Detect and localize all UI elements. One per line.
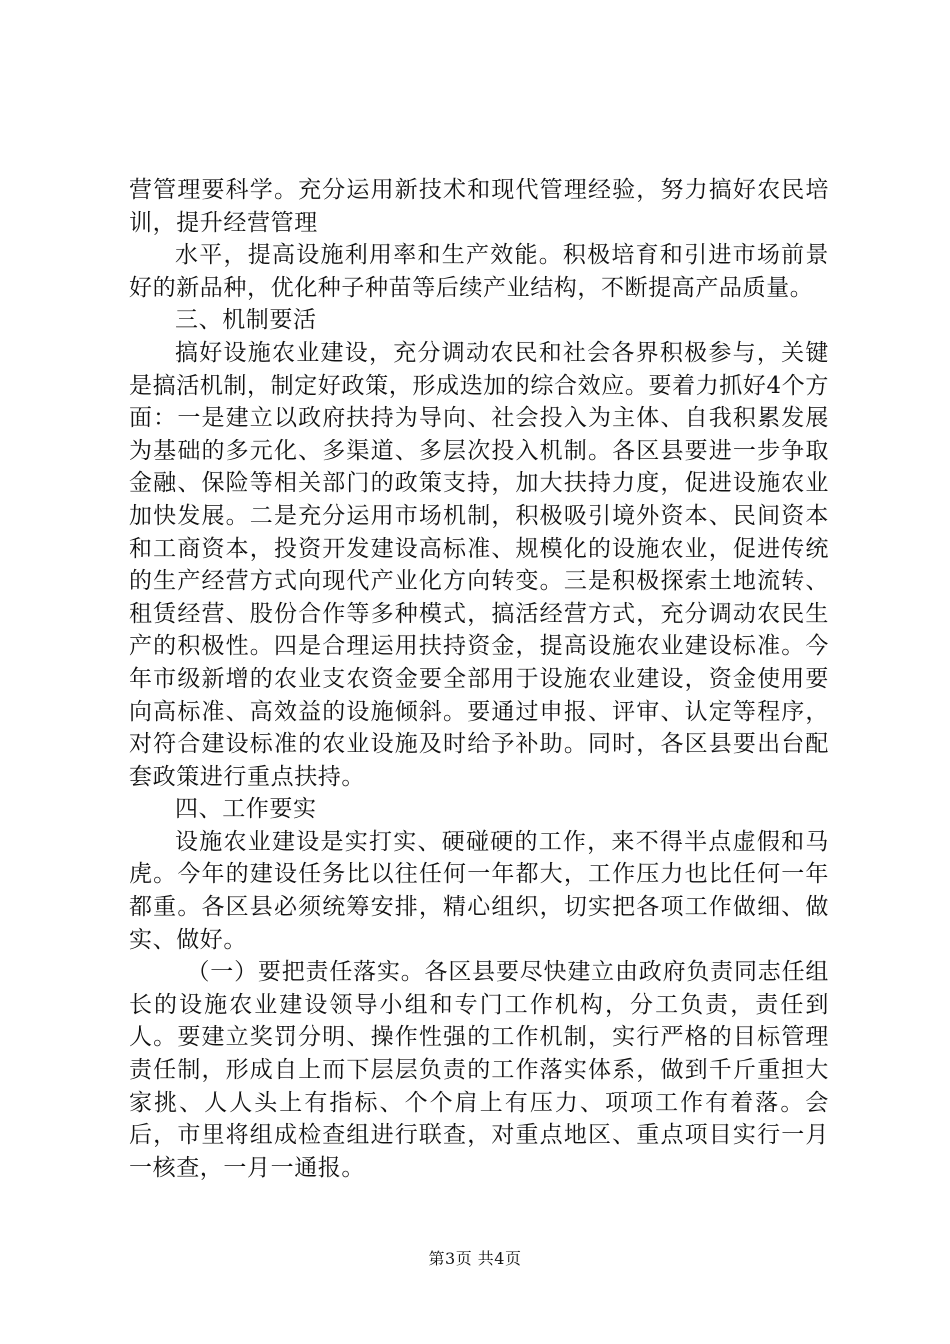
paragraph: 搞好设施农业建设，充分调动农民和社会各界积极参与，关键是搞活机制，制定好政策，形成迭加的综合效应。要着力抓好4个方面：一是建立以政府扶持为导向、社会投入为主体、自我积累发展为基础的多元化、多渠道、多层次投入机制。各区县要进一步争取金融、保险等相关部门的政策支持，加大扶持力度，促进设施农业加快发展。二是充分运用市场机制，积极吸引境外资本、民间资本和工商资本，投资开发建设高标准、规模化的设施农业，促进传统的生产经营方式向现代产业化方向转变。三是积极探索土地流转、租赁经营、股份合作等多种模式，搞活经营方式，充分调动农民生产的积极性。四是合理运用扶持资金，提高设施农业建设标准。今年市级新增的农业支农资金要全部用于设施农业建设，资金使用要向高标准、高效益的设施倾斜。要通过申报、评审、认定等程序，对符合建设标准的农业设施及时给予补助。同时，各区县要出台配套政策进行重点扶持。 — [129, 339, 829, 790]
document-body — [129, 174, 829, 1184]
paragraph: （一）要把责任落实。各区县要尽快建立由政府负责同志任组长的设施农业建设领导小组和专门工作机构，分工负责，责任到人。要建立奖罚分明、操作性强的工作机制，实行严格的目标管理责任制，形成自上而下层层负责的工作落实体系，做到千斤重担大家挑、人人头上有指标、个个肩上有压力、项项工作有着落。会后，市里将组成检查组进行联查，对重点地区、重点项目实行一月一核查，一月一通报。 — [129, 959, 829, 1181]
paragraph: 水平，提高设施利用率和生产效能。积极培育和引进市场前景好的新品种，优化种子种苗等后续产业结构，不断提高产品质量。 — [129, 242, 829, 301]
paragraph: 设施农业建设是实打实、硬碰硬的工作，来不得半点虚假和马虎。今年的建设任务比以往任何一年都大，工作压力也比任何一年都重。各区县必须统筹安排，精心组织，切实把各项工作做细、做实、做好。 — [129, 828, 829, 953]
paragraph-continuation: 营管理要科学。充分运用新技术和现代管理经验，努力搞好农民培训，提升经营管理 — [129, 177, 829, 236]
section-heading: 四、工作要实 — [175, 796, 317, 823]
section-heading: 三、机制要活 — [175, 307, 317, 334]
page-footer: 第3页 共4页 — [428, 1249, 522, 1268]
